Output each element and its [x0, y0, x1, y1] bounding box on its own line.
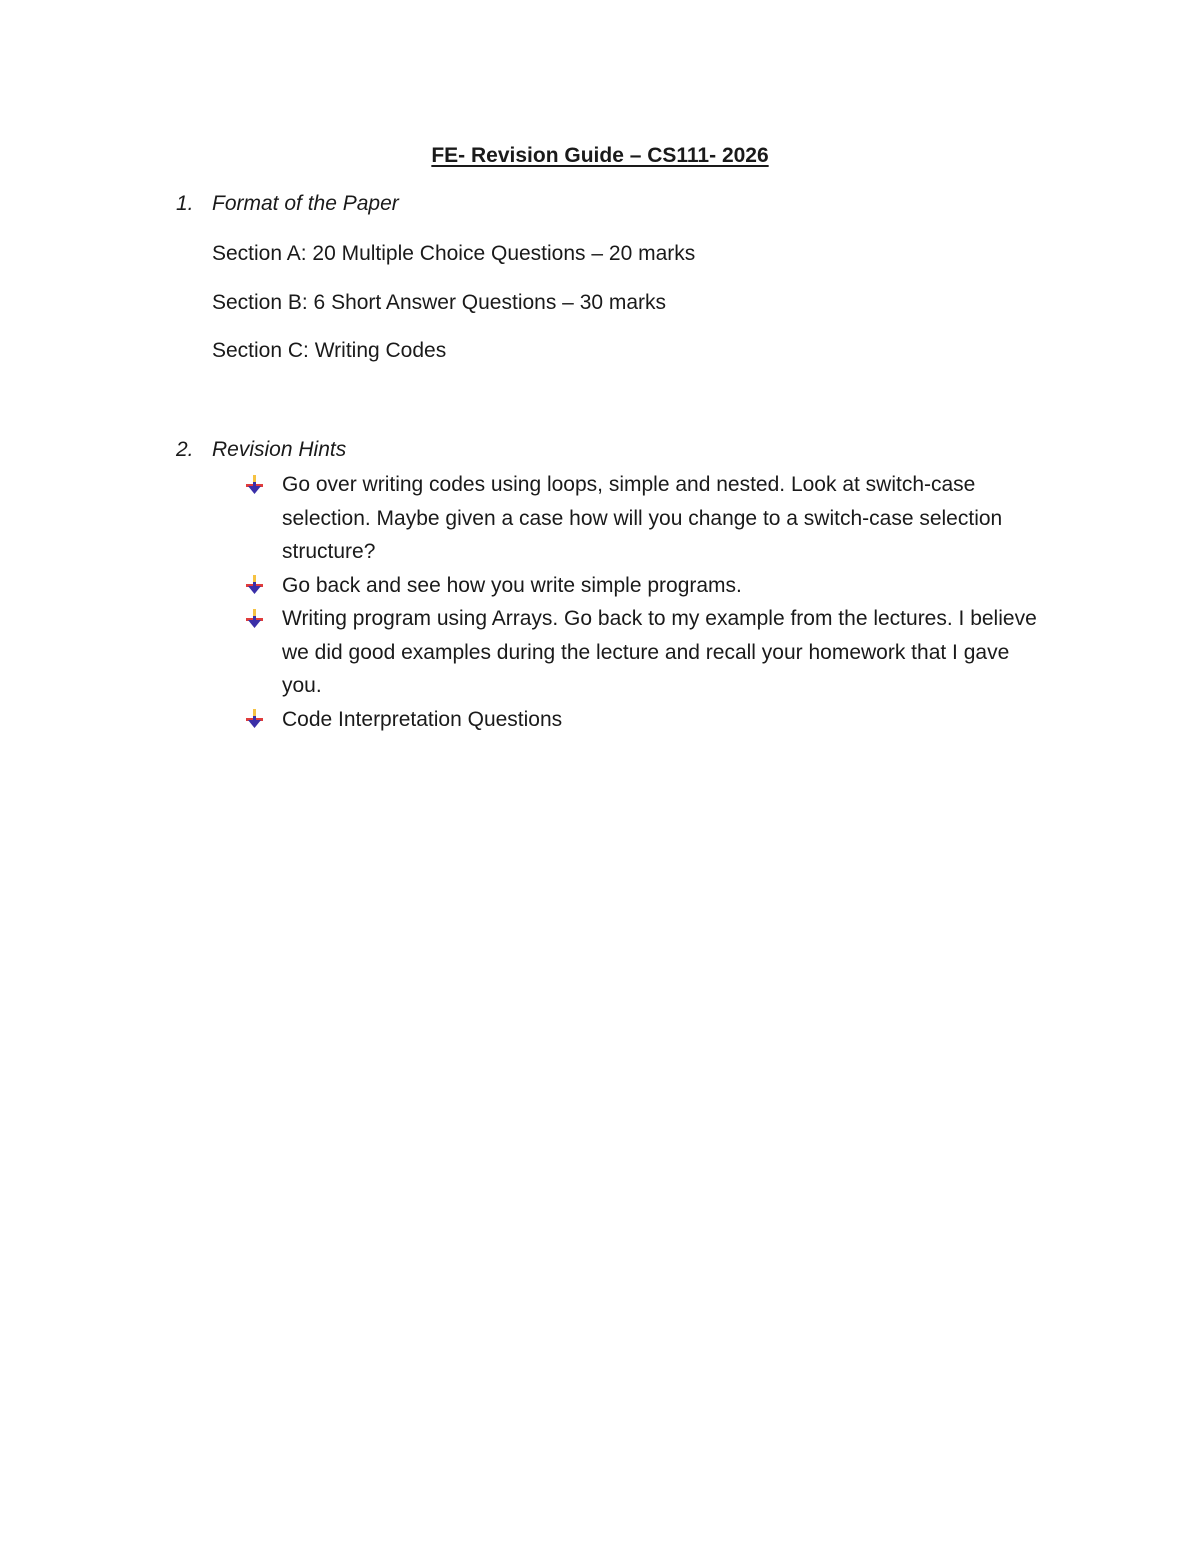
- page-title: FE- Revision Guide – CS111- 2026: [431, 144, 769, 167]
- arrow-down-bullet-icon: [244, 468, 282, 502]
- hints-list: [244, 468, 1044, 736]
- format-section-heading: [176, 191, 1076, 217]
- arrow-down-bullet-icon: [244, 703, 282, 737]
- list-item: [244, 703, 1044, 737]
- list-item: [244, 602, 1044, 703]
- format-line-section-b: Section B: 6 Short Answer Questions – 30 marks: [212, 291, 667, 314]
- arrow-down-bullet-icon: [244, 569, 282, 603]
- hint-text: Code Interpretation Questions: [282, 707, 563, 731]
- hints-section-title: Revision Hints: [212, 438, 347, 461]
- format-line-section-a: Section A: 20 Multiple Choice Questions – 20 marks: [212, 242, 696, 265]
- list-item: [244, 569, 1044, 603]
- list-item: [244, 468, 1044, 569]
- hints-section-heading: [176, 437, 1076, 463]
- hints-section-number: 2.: [176, 438, 194, 461]
- arrow-down-bullet-icon: [244, 602, 282, 636]
- hint-text: Go over writing codes using loops, simple and nested. Look at switch-case selection. Maybe given a case how will you change to a switch-case selection structure?: [282, 473, 1003, 563]
- format-section-number: 1.: [176, 192, 194, 215]
- hint-text: Go back and see how you write simple programs.: [282, 573, 742, 597]
- format-section-title: Format of the Paper: [212, 192, 399, 215]
- format-line-section-c: Section C: Writing Codes: [212, 339, 447, 362]
- hint-text: Writing program using Arrays. Go back to my example from the lectures. I believe we did good examples during the lecture and recall your homework that I gave you.: [282, 607, 1037, 697]
